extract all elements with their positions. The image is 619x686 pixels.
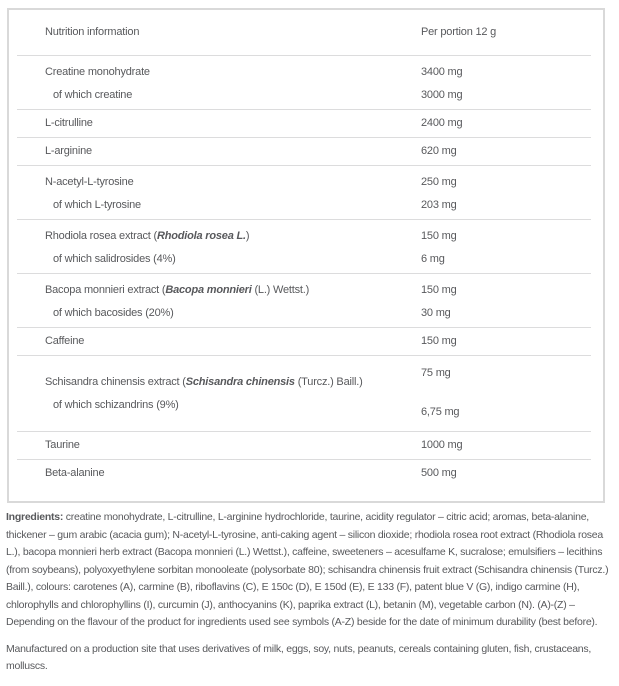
table-row [17, 431, 591, 459]
table-line [17, 434, 591, 457]
table-row [17, 165, 591, 219]
nutrient-name [17, 194, 421, 217]
name-text: Schisandra chinensis extract ( [45, 375, 186, 388]
name-text: of which schizandrins (9%) [53, 398, 179, 411]
nutrition-table-header [17, 10, 591, 55]
nutrient-name [17, 302, 421, 325]
nutrient-name [17, 434, 421, 457]
name-text: Caffeine [45, 335, 85, 347]
table-line [17, 248, 591, 271]
nutrition-table [7, 8, 605, 503]
nutrient-name [17, 225, 421, 248]
nutrient-name [17, 112, 421, 135]
nutrient-value: 500 mg [421, 467, 457, 479]
table-row [17, 459, 591, 501]
table-line [17, 140, 591, 163]
table-line [17, 462, 591, 485]
nutrient-value: 250 mg [421, 176, 457, 188]
name-text: L-arginine [45, 145, 92, 157]
name-text: of which L-tyrosine [53, 199, 141, 211]
nutrient-name [45, 371, 421, 394]
table-line [17, 194, 591, 217]
nutrient-value: 6 mg [421, 253, 445, 265]
nutrition-table-rows [9, 55, 603, 501]
table-line [17, 171, 591, 194]
table-header-name-label: Nutrition information [45, 26, 140, 38]
label-footer [6, 509, 613, 676]
nutrient-value: 150 mg [421, 335, 457, 347]
name-text: (L.) Wettst.) [251, 284, 310, 296]
table-line [17, 279, 591, 302]
nutrient-value: 203 mg [421, 199, 457, 211]
table-header-portion-label: Per portion 12 g [421, 26, 497, 38]
table-row [17, 219, 591, 273]
nutrient-value-group [421, 360, 591, 427]
nutrient-name [17, 279, 421, 302]
table-line [17, 112, 591, 135]
nutrient-name [17, 84, 421, 107]
nutrient-name [17, 61, 421, 84]
nutrient-value: 2400 mg [421, 117, 463, 129]
name-text: (Turcz.) Baill.) [294, 375, 363, 388]
table-row [17, 355, 591, 431]
nutrient-value: 620 mg [421, 145, 457, 157]
name-text: N-acetyl-L-tyrosine [45, 176, 134, 188]
nutrient-value: 3400 mg [421, 66, 463, 78]
nutrient-name [17, 462, 421, 485]
table-line [17, 302, 591, 325]
table-line [17, 330, 591, 353]
name-text: of which creatine [53, 89, 133, 101]
table-line [17, 225, 591, 248]
table-row [17, 109, 591, 137]
table-line [17, 84, 591, 107]
nutrient-value: 6,75 mg [421, 406, 460, 418]
table-row [17, 327, 591, 355]
name-text: of which bacosides (20%) [53, 307, 174, 319]
name-text: Beta-alanine [45, 467, 105, 479]
name-text: of which salidrosides (4%) [53, 253, 176, 265]
nutrient-name [17, 248, 421, 271]
name-text: L-citrulline [45, 117, 93, 129]
table-row [17, 273, 591, 327]
ingredients-paragraph [6, 509, 613, 632]
nutrient-name [17, 140, 421, 163]
nutrient-name [17, 330, 421, 353]
table-row [17, 55, 591, 109]
nutrient-name-group [17, 371, 421, 417]
nutrient-value: 150 mg [421, 284, 457, 296]
nutrient-value: 150 mg [421, 230, 457, 242]
table-line [17, 61, 591, 84]
name-text: Bacopa monnieri extract ( [45, 284, 166, 296]
name-text: Taurine [45, 439, 80, 451]
allergen-paragraph: Manufactured on a production site that uses derivatives of milk, eggs, soy, nuts, peanuts, cereals containing gluten, fish, crustaceans, molluscs. [6, 642, 592, 672]
latin-name: Rhodiola rosea L. [156, 230, 246, 242]
latin-name: Bacopa monnieri [165, 284, 252, 296]
nutrient-value: 75 mg [421, 367, 451, 379]
nutrient-value: 3000 mg [421, 89, 463, 101]
name-text: Creatine monohydrate [45, 66, 150, 78]
name-text: Rhodiola rosea extract ( [45, 230, 157, 242]
nutrient-name [45, 394, 421, 417]
latin-name: Schisandra chinensis [185, 375, 295, 388]
ingredients-label: Ingredients: [6, 511, 64, 523]
ingredients-text: creatine monohydrate, L-citrulline, L-arginine hydrochloride, taurine, acidity regulator – citric acid; aromas, beta-alanine, thickener – gum arabic (acacia gum); N-acetyl-L-tyrosine, anti-caking agent – silicon dioxide; rhodiola rosea root extract (Rhodiola rosea L.), bacopa monnieri herb extract (Bacopa monnieri (L.) Wettst.), caffeine, sweeteners – acesulfame K, sucralose; emulsifiers – lecithins (from soybeans), polyoxyethylene sorbitan monooleate (polysorbate 80); schisandra chinensis fruit extract (Schisandra chinensis (Turcz.) Baill.), colours: carotenes (A), carmine (B), riboflavins (C), E 150c (D), E 150d (E), E 133 (F), patent blue V (G), indigo carmine (H), chlorophylls and chlorophyllins (I), curcumin (J), anthocyanins (K), paprika extract (L), betanin (M), vegetable carbon (N). (A)-(Z) – Depending on the flavour of the product for ingredients used see symbols (A-Z) beside for the date of minimum durability (best before). [6, 511, 609, 628]
nutrient-name [17, 171, 421, 194]
name-text: ) [245, 230, 250, 242]
nutrient-value: 30 mg [421, 307, 451, 319]
table-row [17, 137, 591, 165]
nutrient-value: 1000 mg [421, 439, 463, 451]
